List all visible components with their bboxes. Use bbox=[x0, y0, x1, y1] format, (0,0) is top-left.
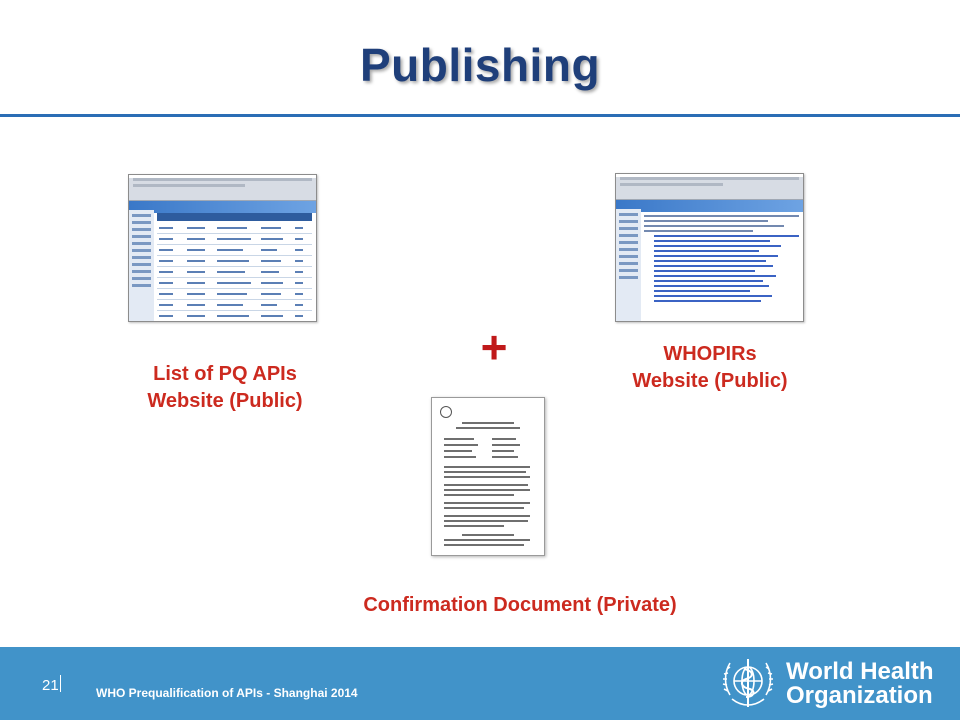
slide-title: Publishing bbox=[359, 39, 601, 91]
whopirs-label bbox=[590, 341, 830, 395]
pq-apis-label bbox=[100, 361, 350, 415]
pq-apis-label-line1: List of PQ APIs bbox=[153, 363, 297, 385]
confirmation-document-label: Confirmation Document (Private) bbox=[363, 594, 677, 616]
whopirs-website-screenshot bbox=[615, 173, 804, 322]
api-table-thumbnail bbox=[157, 213, 312, 317]
whopirs-list-thumbnail bbox=[644, 212, 799, 317]
site-banner bbox=[129, 201, 316, 213]
site-sidebar bbox=[129, 210, 154, 321]
document-seal-icon bbox=[440, 406, 452, 418]
browser-chrome bbox=[616, 177, 803, 200]
who-emblem-icon bbox=[718, 655, 778, 713]
pq-apis-label-line2: Website (Public) bbox=[147, 390, 303, 412]
site-banner bbox=[616, 200, 803, 212]
confirmation-document-thumbnail bbox=[431, 397, 545, 556]
title-divider bbox=[0, 114, 960, 117]
pq-apis-website-screenshot bbox=[128, 174, 317, 322]
plus-symbol: + bbox=[480, 321, 508, 373]
page-number: 21 bbox=[42, 677, 59, 694]
page-number-divider bbox=[60, 675, 61, 692]
who-wordmark-line2: Organization bbox=[786, 682, 933, 709]
browser-chrome bbox=[129, 178, 316, 201]
whopirs-label-line1: WHOPIRs bbox=[663, 343, 757, 365]
whopirs-label-line2: Website (Public) bbox=[632, 370, 788, 392]
who-wordmark-line1: World Health bbox=[786, 658, 934, 685]
who-wordmark bbox=[786, 660, 934, 708]
site-sidebar bbox=[616, 209, 641, 321]
footer-caption: WHO Prequalification of APIs - Shanghai 2014 bbox=[96, 686, 358, 700]
